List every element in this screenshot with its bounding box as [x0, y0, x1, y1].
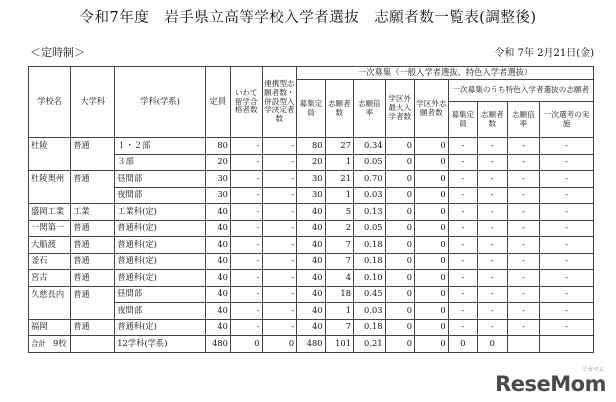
cell-major: 普通	[71, 220, 115, 237]
cell-e: 0.03	[353, 303, 385, 320]
cell-j: -	[507, 187, 540, 204]
cell-c: 40	[297, 237, 325, 254]
cell-major	[71, 187, 115, 204]
total-cell-f: 0	[385, 336, 414, 353]
section-label: ＜定時制＞	[30, 46, 85, 59]
cell-a: -	[230, 237, 262, 254]
cell-dept: 夜間部	[115, 303, 205, 320]
cell-school: 杜陵	[29, 138, 71, 155]
total-cell-d: 101	[325, 336, 353, 353]
cell-cap: 40	[205, 286, 230, 303]
total-cell-i: 0	[478, 336, 507, 353]
cell-a: -	[230, 187, 262, 204]
cell-d: 21	[325, 171, 353, 188]
cell-school	[29, 154, 71, 171]
cell-cap: 40	[205, 204, 230, 221]
cell-major: 普通	[71, 237, 115, 254]
total-cell-g: 0	[414, 336, 448, 353]
cell-c: 30	[297, 187, 325, 204]
header-g1-outside-max: 学区外最大入学者数	[385, 80, 414, 138]
cell-school: 盛岡工業	[29, 204, 71, 221]
cell-major	[71, 303, 115, 320]
table-row	[29, 220, 594, 237]
header-capacity: 定員	[205, 67, 230, 138]
header-g1-applicants: 志願者数	[325, 80, 353, 138]
cell-dept: 夜間部	[115, 187, 205, 204]
cell-b: -	[262, 154, 297, 171]
cell-dept: 昼間部	[115, 171, 205, 188]
table-row	[29, 303, 594, 320]
cell-e: 0.18	[353, 319, 385, 336]
cell-j: -	[507, 204, 540, 221]
header-dept: 学科(学系)	[115, 67, 205, 138]
cell-f: 0	[385, 204, 414, 221]
cell-h: -	[448, 138, 477, 155]
cell-i: -	[478, 253, 507, 270]
total-cell-c: 480	[297, 336, 325, 353]
cell-f: 0	[385, 270, 414, 287]
cell-j: -	[507, 253, 540, 270]
total-cell-j	[507, 336, 540, 353]
cell-e: 0.05	[353, 220, 385, 237]
cell-b: -	[262, 286, 297, 303]
page-title: 令和7年度 岩手県立高等学校入学者選抜 志願者数一覧表(調整後)	[79, 10, 537, 26]
cell-g: 0	[414, 171, 448, 188]
cell-a: -	[230, 138, 262, 155]
cell-a: -	[230, 253, 262, 270]
cell-dept: ３部	[115, 154, 205, 171]
cell-j: -	[507, 237, 540, 254]
cell-h: -	[448, 253, 477, 270]
cell-h: -	[448, 154, 477, 171]
cell-i: -	[478, 204, 507, 221]
cell-j: -	[507, 319, 540, 336]
cell-a: -	[230, 270, 262, 287]
cell-d: 7	[325, 237, 353, 254]
cell-j: -	[507, 270, 540, 287]
cell-major	[71, 154, 115, 171]
applicants-table	[28, 66, 594, 353]
cell-b: -	[262, 303, 297, 320]
cell-cap: 40	[205, 253, 230, 270]
cell-f: 0	[385, 319, 414, 336]
cell-school: 久慈長内	[29, 286, 71, 303]
table-row	[29, 270, 594, 287]
cell-h: -	[448, 270, 477, 287]
cell-school	[29, 303, 71, 320]
cell-c: 40	[297, 204, 325, 221]
cell-cap: 40	[205, 237, 230, 254]
cell-j: -	[507, 286, 540, 303]
cell-k: -	[540, 138, 594, 155]
cell-c: 40	[297, 286, 325, 303]
cell-j: -	[507, 154, 540, 171]
cell-school: 釜石	[29, 253, 71, 270]
header-g1-outside-applicants: 学区外志願者数	[414, 80, 448, 138]
cell-e: 0.45	[353, 286, 385, 303]
cell-d: 7	[325, 253, 353, 270]
cell-i: -	[478, 138, 507, 155]
cell-j: -	[507, 138, 540, 155]
cell-k: -	[540, 237, 594, 254]
cell-i: -	[478, 171, 507, 188]
header-major: 大学科	[71, 67, 115, 138]
cell-major: 普通	[71, 270, 115, 287]
header-g1-capacity: 募集定員	[297, 80, 325, 138]
cell-c: 40	[297, 270, 325, 287]
cell-major: 工業	[71, 204, 115, 221]
cell-dept: 工業科(定)	[115, 204, 205, 221]
table-row	[29, 286, 594, 303]
table-row	[29, 171, 594, 188]
cell-f: 0	[385, 253, 414, 270]
cell-d: 18	[325, 286, 353, 303]
total-cell-k	[540, 336, 594, 353]
cell-cap: 40	[205, 220, 230, 237]
cell-a: -	[230, 319, 262, 336]
cell-dept: 普通科(定)	[115, 220, 205, 237]
cell-d: 1	[325, 187, 353, 204]
cell-b: -	[262, 220, 297, 237]
cell-major: 普通	[71, 286, 115, 303]
cell-e: 0.18	[353, 237, 385, 254]
cell-cap: 30	[205, 171, 230, 188]
cell-school: 宮古	[29, 270, 71, 287]
cell-j: -	[507, 220, 540, 237]
total-cell-major	[71, 336, 115, 353]
table-row	[29, 237, 594, 254]
cell-cap: 40	[205, 319, 230, 336]
cell-h: -	[448, 204, 477, 221]
header-g2-applicants: 志願者数	[478, 102, 507, 138]
cell-g: 0	[414, 303, 448, 320]
cell-b: -	[262, 319, 297, 336]
header-g2-capacity: 募集定員	[448, 102, 477, 138]
cell-b: -	[262, 187, 297, 204]
cell-f: 0	[385, 154, 414, 171]
cell-k: -	[540, 253, 594, 270]
cell-g: 0	[414, 154, 448, 171]
total-label: 合計	[31, 338, 46, 348]
cell-h: -	[448, 171, 477, 188]
cell-d: 7	[325, 319, 353, 336]
cell-major: 普通	[71, 319, 115, 336]
cell-f: 0	[385, 138, 414, 155]
cell-i: -	[478, 270, 507, 287]
cell-d: 5	[325, 204, 353, 221]
cell-f: 0	[385, 187, 414, 204]
table-row	[29, 138, 594, 155]
header-group1: 一次募集（一般入学者選抜、特色入学者選抜）	[297, 67, 594, 80]
cell-school: 杜陵奥州	[29, 171, 71, 188]
cell-e: 0.18	[353, 253, 385, 270]
total-cell-b: 0	[262, 336, 297, 353]
cell-k: -	[540, 187, 594, 204]
cell-f: 0	[385, 286, 414, 303]
cell-h: -	[448, 220, 477, 237]
cell-g: 0	[414, 319, 448, 336]
cell-c: 80	[297, 138, 325, 155]
cell-i: -	[478, 220, 507, 237]
cell-k: -	[540, 319, 594, 336]
cell-d: 1	[325, 154, 353, 171]
cell-g: 0	[414, 220, 448, 237]
cell-k: -	[540, 154, 594, 171]
cell-h: -	[448, 319, 477, 336]
table-row	[29, 154, 594, 171]
cell-a: -	[230, 171, 262, 188]
table-row	[29, 319, 594, 336]
cell-i: -	[478, 187, 507, 204]
cell-e: 0.70	[353, 171, 385, 188]
cell-k: -	[540, 204, 594, 221]
cell-f: 0	[385, 220, 414, 237]
cell-a: -	[230, 286, 262, 303]
cell-f: 0	[385, 237, 414, 254]
cell-i: -	[478, 303, 507, 320]
cell-cap: 40	[205, 303, 230, 320]
cell-f: 0	[385, 303, 414, 320]
cell-c: 40	[297, 253, 325, 270]
cell-h: -	[448, 303, 477, 320]
cell-f: 0	[385, 171, 414, 188]
cell-cap: 80	[205, 138, 230, 155]
cell-dept: 普通科(定)	[115, 253, 205, 270]
table-row	[29, 187, 594, 204]
cell-school: 一関第一	[29, 220, 71, 237]
cell-cap: 20	[205, 154, 230, 171]
total-count: 9校	[53, 337, 67, 348]
cell-dept: 普通科(定)	[115, 237, 205, 254]
cell-k: -	[540, 303, 594, 320]
cell-d: 4	[325, 270, 353, 287]
cell-a: -	[230, 204, 262, 221]
cell-school: 大船渡	[29, 237, 71, 254]
table-row	[29, 204, 594, 221]
cell-c: 20	[297, 154, 325, 171]
total-cell-cap: 480	[205, 336, 230, 353]
cell-c: 30	[297, 171, 325, 188]
cell-dept: 普通科(定)	[115, 270, 205, 287]
header-school: 学校名	[29, 67, 71, 138]
cell-c: 40	[297, 303, 325, 320]
cell-g: 0	[414, 286, 448, 303]
cell-k: -	[540, 270, 594, 287]
cell-cap: 40	[205, 270, 230, 287]
total-cell-a: 0	[230, 336, 262, 353]
cell-e: 0.13	[353, 204, 385, 221]
cell-b: -	[262, 171, 297, 188]
cell-k: -	[540, 220, 594, 237]
cell-major: 普通	[71, 138, 115, 155]
cell-e: 0.10	[353, 270, 385, 287]
header-g2-ratio: 志願倍率	[507, 102, 540, 138]
cell-k: -	[540, 171, 594, 188]
cell-h: -	[448, 187, 477, 204]
total-cell-h: 0	[448, 336, 477, 353]
cell-d: 2	[325, 220, 353, 237]
cell-h: -	[448, 237, 477, 254]
cell-d: 1	[325, 303, 353, 320]
cell-c: 40	[297, 220, 325, 237]
cell-b: -	[262, 270, 297, 287]
cell-i: -	[478, 154, 507, 171]
date-label: 令和 7年 2月21日(金)	[494, 48, 594, 59]
cell-dept: １・２部	[115, 138, 205, 155]
cell-cap: 30	[205, 187, 230, 204]
cell-j: -	[507, 303, 540, 320]
cell-c: 40	[297, 319, 325, 336]
cell-i: -	[478, 237, 507, 254]
cell-g: 0	[414, 253, 448, 270]
cell-a: -	[230, 154, 262, 171]
cell-g: 0	[414, 270, 448, 287]
header-iwate-study: いわて留学合格者数	[230, 67, 262, 138]
cell-b: -	[262, 138, 297, 155]
cell-a: -	[230, 303, 262, 320]
cell-b: -	[262, 253, 297, 270]
cell-school: 福岡	[29, 319, 71, 336]
cell-h: -	[448, 286, 477, 303]
cell-e: 0.05	[353, 154, 385, 171]
table-row	[29, 253, 594, 270]
header-linked: 連携型志願者数・併設型入学決定者数	[262, 67, 297, 138]
header-g1-ratio: 志願倍率	[353, 80, 385, 138]
cell-g: 0	[414, 138, 448, 155]
cell-dept: 昼間部	[115, 286, 205, 303]
cell-g: 0	[414, 237, 448, 254]
cell-g: 0	[414, 187, 448, 204]
cell-j: -	[507, 171, 540, 188]
cell-major: 普通	[71, 253, 115, 270]
total-cell-e: 0.21	[353, 336, 385, 353]
cell-k: -	[540, 286, 594, 303]
cell-i: -	[478, 319, 507, 336]
total-row	[29, 336, 594, 353]
cell-major: 普通	[71, 171, 115, 188]
cell-d: 27	[325, 138, 353, 155]
total-label-cell	[29, 336, 71, 353]
cell-dept: 普通科(定)	[115, 319, 205, 336]
cell-a: -	[230, 220, 262, 237]
cell-i: -	[478, 286, 507, 303]
cell-b: -	[262, 204, 297, 221]
total-cell-dept: 12学科(学系)	[115, 336, 205, 353]
cell-e: 0.03	[353, 187, 385, 204]
resemom-logo: ReseMom リセマム	[495, 367, 606, 396]
cell-b: -	[262, 237, 297, 254]
cell-e: 0.34	[353, 138, 385, 155]
header-group2: 一次募集のうち特色入学者選抜の志願者	[448, 80, 593, 102]
header-g2-screening: 一次選考の実施	[540, 102, 594, 138]
cell-g: 0	[414, 204, 448, 221]
cell-school	[29, 187, 71, 204]
